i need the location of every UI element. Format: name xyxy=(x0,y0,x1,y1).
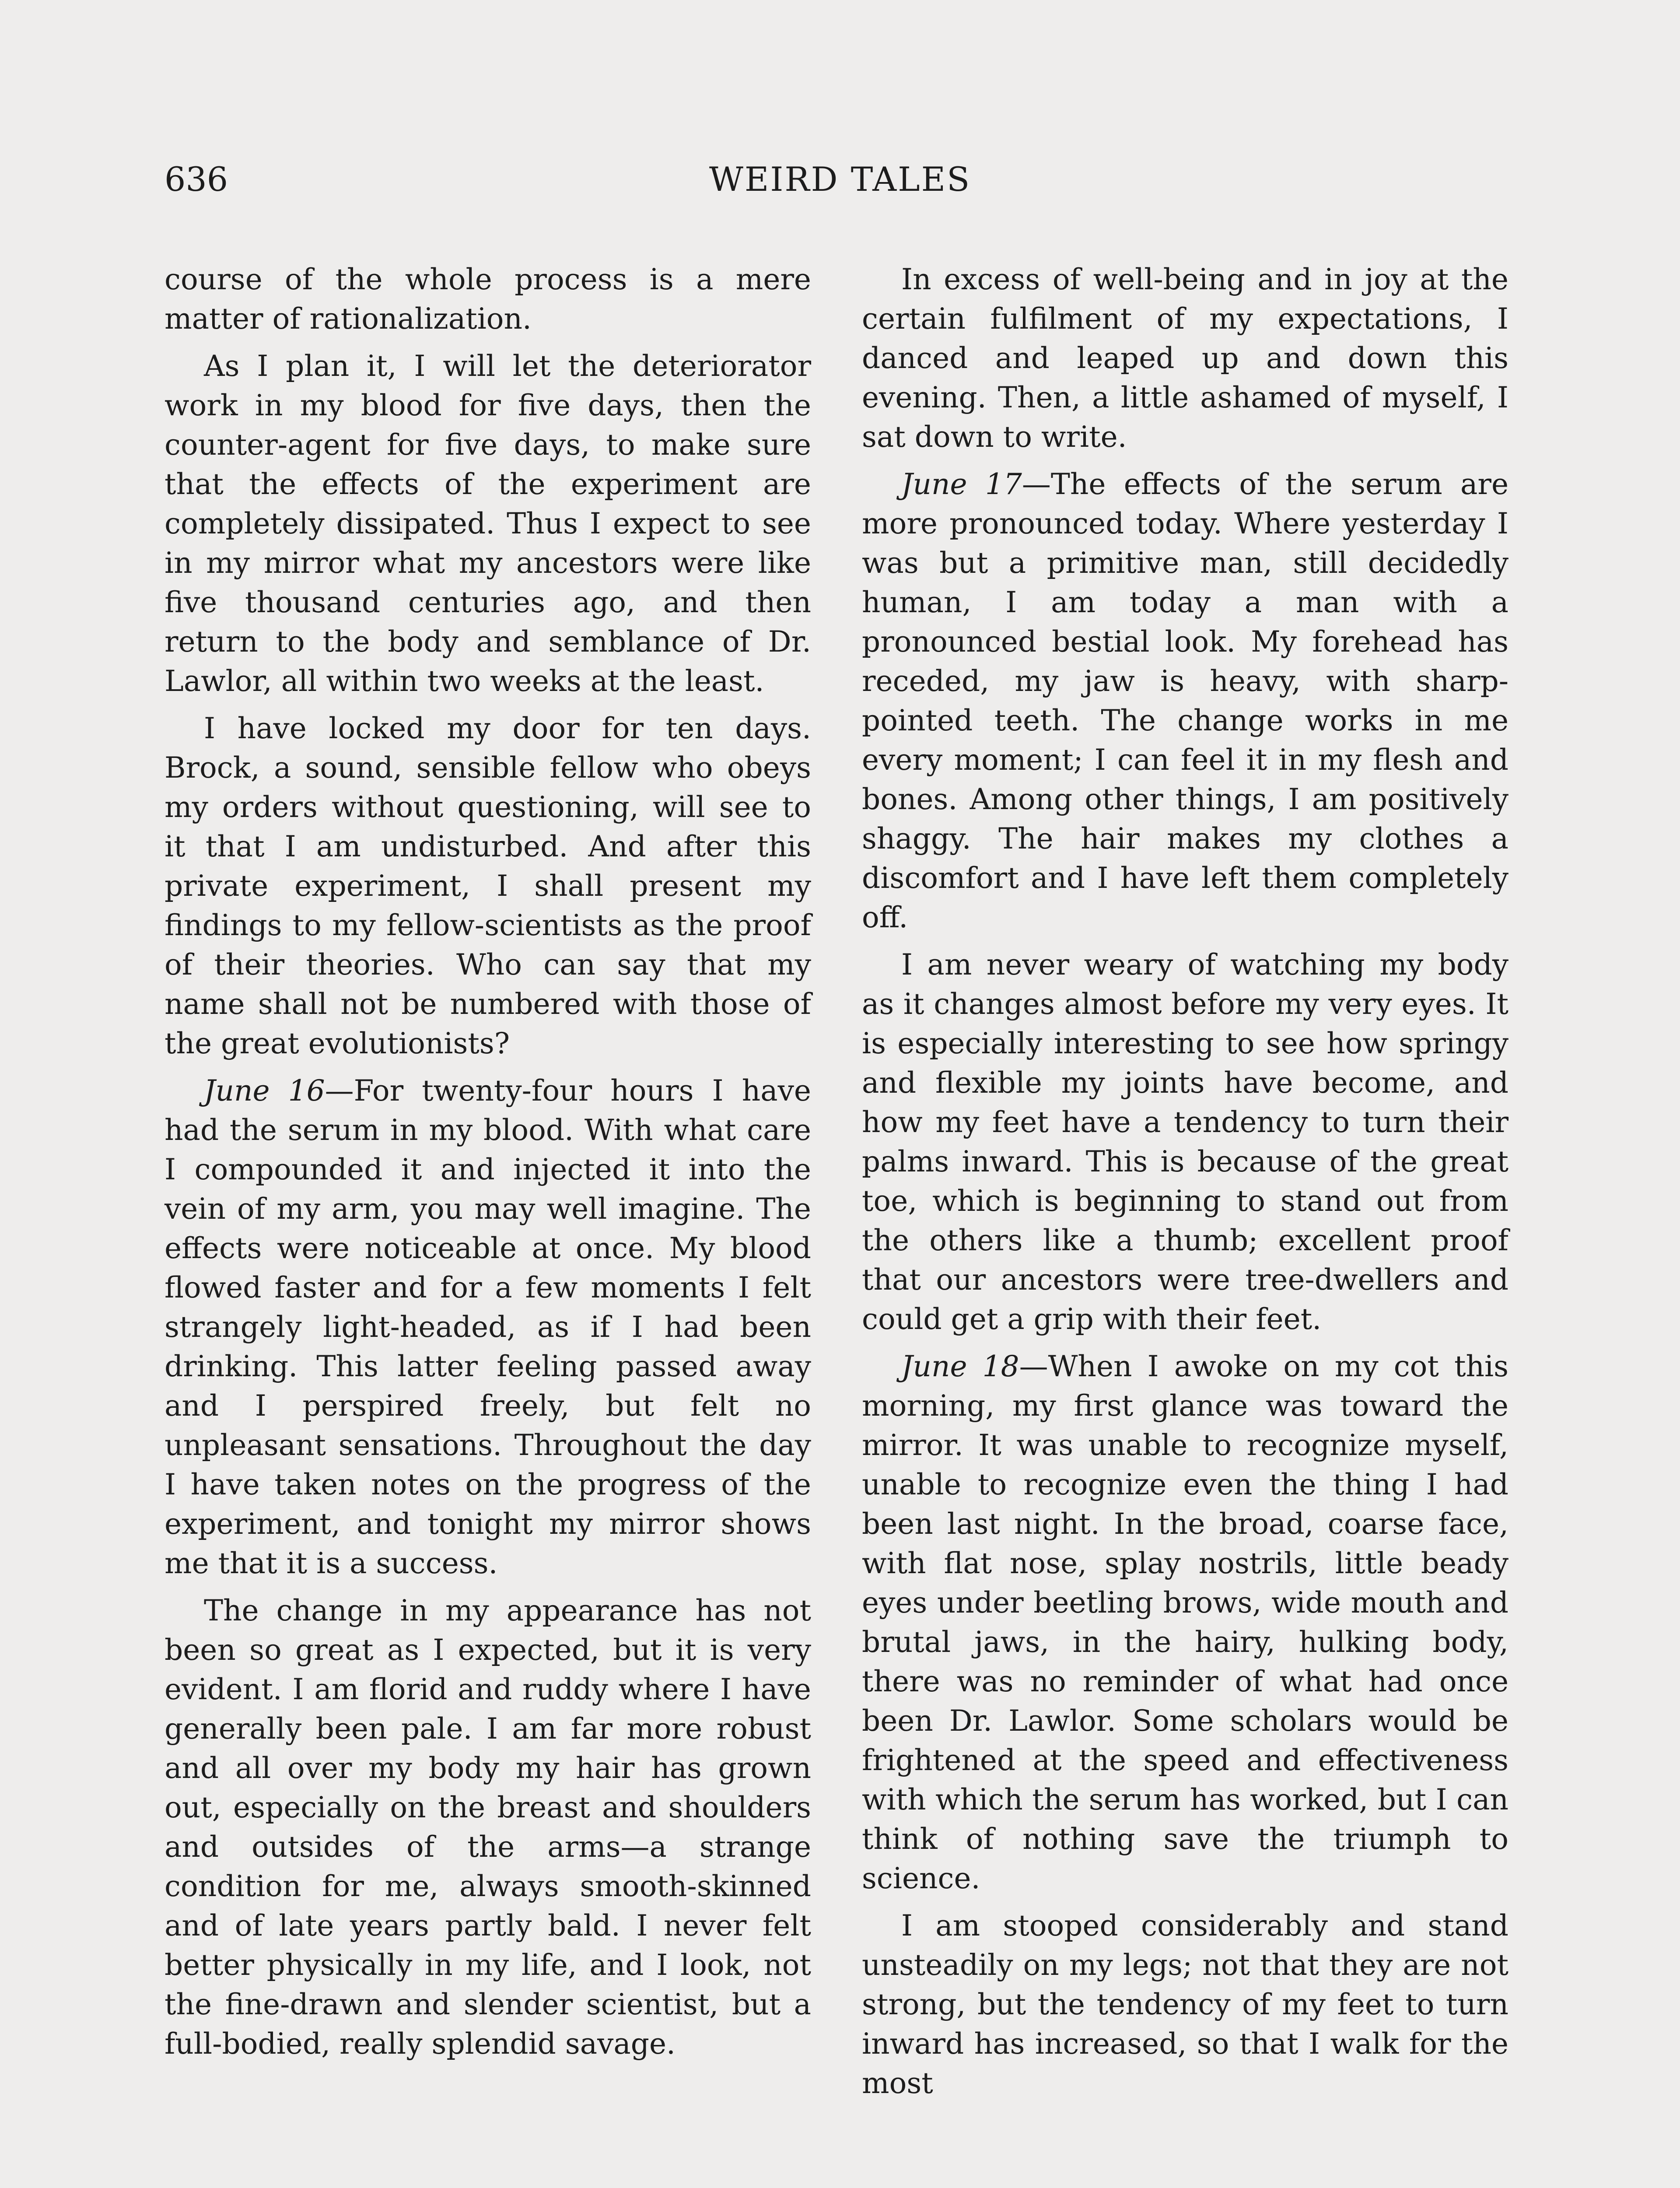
entry-text: —When I awoke on my cot this morning, my first glance was toward the mirror. It was unable to recognize myself, unable to recognize even the thing I had been last night. In the broad, coarse face, with flat nose, splay nostrils, little beady eyes under beetling brows, wide mouth and brutal jaws, in the hairy, hulking body, there was no reminder of what had once been Dr. Lawlor. Some scholars would be frightened at the speed and effectiveness with which the serum has worked, but I can think of nothing save the triumph to science. xyxy=(862,1350,1508,1895)
paragraph: I have locked my door for ten days. Brock, a sound, sensible fellow who obeys my orders without questioning, will see to it that I am undisturbed. And after this private experiment, I shall present my findings to my fellow-scientists as the proof of their theories. Who can say that my name shall not be numbered with those of the great evolutionists? xyxy=(164,712,811,1060)
diary-entry-june-18 xyxy=(862,1347,1508,1898)
page-number: 636 xyxy=(164,160,228,199)
diary-entry-june-16 xyxy=(164,1071,811,1583)
left-column xyxy=(164,260,811,2072)
entry-text: —For twenty-four hours I have had the serum in my blood. With what care I compounded it and injected it into the vein of my arm, you may well imagine. The effects were noticeable at once. My blood flowed faster and for a few moments I felt strangely light-headed, as if I had been drinking. This latter feeling passed away and I perspired freely, but felt no unpleasant sensations. Throughout the day I have taken notes on the progress of the experiment, and tonight my mirror shows me that it is a success. xyxy=(164,1074,811,1580)
paragraph: I am never weary of watching my body as it changes almost before my very eyes. It is especially interesting to see how springy and flexible my joints have become, and how my feet have a tendency to turn their palms inward. This is because of the great toe, which is beginning to stand out from the others like a thumb; excellent proof that our ancestors were tree-dwellers and could get a grip with their feet. xyxy=(862,948,1508,1336)
entry-text: —The effects of the serum are more pronounced today. Where yesterday I was but a primitive man, still decidedly human, I am today a man with a pronounced bestial look. My forehead has receded, my jaw is heavy, with sharp-pointed teeth. The change works in me every moment; I can feel it in my flesh and bones. Among other things, I am positively shaggy. The hair makes my clothes a discomfort and I have left them completely off. xyxy=(862,467,1508,934)
diary-entry-june-17 xyxy=(862,465,1508,937)
running-head: WEIRD TALES xyxy=(709,160,971,199)
paragraph: course of the whole process is a mere matter of rationalization. xyxy=(164,263,811,336)
entry-date: June 18 xyxy=(901,1350,1019,1383)
paragraph: The change in my appearance has not been so great as I expected, but it is very evident. I am florid and ruddy where I have generally been pale. I am far more robust and all over my body my hair has grown out, especially on the breast and shoulders and outsides of the arms—a strange condition for me, always smooth-skinned and of late years partly bald. I never felt better physically in my life, and I look, not the fine-drawn and slender scientist, but a full-bodied, really splendid savage. xyxy=(164,1594,811,2061)
paragraph: In excess of well-being and in joy at the certain fulfilment of my expectations, I danced and leaped up and down this evening. Then, a little ashamed of myself, I sat down to write. xyxy=(862,263,1508,454)
entry-date: June 16 xyxy=(204,1074,325,1108)
entry-date: June 17 xyxy=(901,467,1022,501)
paragraph: As I plan it, I will let the deteriorator work in my blood for five days, then the counter-agent for five days, to make sure that the effects of the experiment are completely dissipated. Thus I expect to see in my mirror what my ancestors were like five thousand centuries ago, and then return to the body and semblance of Dr. Lawlor, all within two weeks at the least. xyxy=(164,349,811,698)
paragraph: I am stooped considerably and stand unsteadily on my legs; not that they are not strong, but the tendency of my feet to turn inward has increased, so that I walk for the most xyxy=(862,1909,1508,2100)
right-column xyxy=(862,260,1508,2111)
